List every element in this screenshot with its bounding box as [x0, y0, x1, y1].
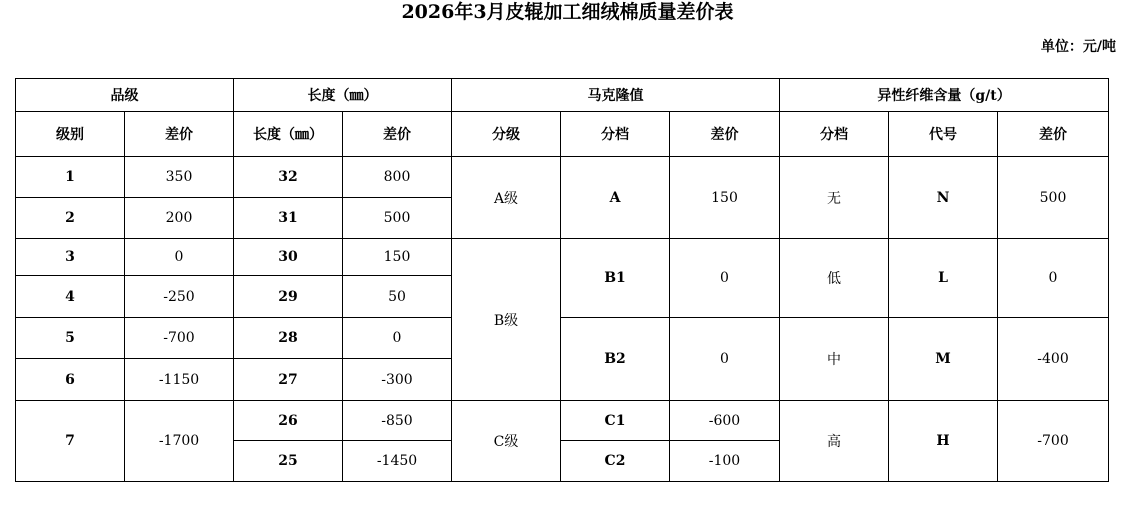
mic-diff-cell: 0	[670, 239, 780, 318]
table-row	[16, 239, 1109, 276]
header-fiber: 异性纤维含量（g/t）	[780, 79, 1109, 112]
page-title: 2026年3月皮辊加工细绒棉质量差价表	[401, 1, 734, 23]
mic-class-cell: B级	[452, 239, 561, 401]
grade-diff-cell: 200	[125, 198, 234, 239]
grade-diff-cell: -1150	[125, 359, 234, 401]
length-value-cell: 25	[234, 441, 343, 482]
fiber-diff-cell: 0	[998, 239, 1109, 318]
grade-diff-cell: -700	[125, 318, 234, 359]
grade-level-cell: 2	[16, 198, 125, 239]
length-value-cell: 30	[234, 239, 343, 276]
fiber-grade-cell: 无	[780, 157, 889, 239]
subheader-length-diff: 差价	[343, 112, 452, 157]
fiber-code-cell: N	[889, 157, 998, 239]
table-row	[16, 157, 1109, 198]
length-value-cell: 27	[234, 359, 343, 401]
mic-diff-cell: -600	[670, 401, 780, 441]
table-row	[16, 318, 1109, 359]
length-value-cell: 32	[234, 157, 343, 198]
subheader-fiber-grade: 分档	[780, 112, 889, 157]
length-value-cell: 31	[234, 198, 343, 239]
subheader-mic-class: 分级	[452, 112, 561, 157]
fiber-grade-cell: 高	[780, 401, 889, 482]
length-diff-cell: 800	[343, 157, 452, 198]
fiber-diff-cell: -400	[998, 318, 1109, 401]
grade-level-cell: 4	[16, 276, 125, 318]
grade-diff-cell: 0	[125, 239, 234, 276]
subheader-row	[16, 112, 1109, 157]
mic-grade-cell: A	[561, 157, 670, 239]
mic-diff-cell: 150	[670, 157, 780, 239]
mic-grade-cell: B2	[561, 318, 670, 401]
grade-diff-cell: 350	[125, 157, 234, 198]
grade-level-cell: 1	[16, 157, 125, 198]
mic-grade-cell: B1	[561, 239, 670, 318]
unit-label: 单位：元/吨	[1040, 39, 1116, 55]
grade-level-cell: 5	[16, 318, 125, 359]
length-diff-cell: 150	[343, 239, 452, 276]
length-diff-cell: -300	[343, 359, 452, 401]
length-value-cell: 26	[234, 401, 343, 441]
header-micronaire: 马克隆值	[452, 79, 780, 112]
subheader-grade-diff: 差价	[125, 112, 234, 157]
subheader-fiber-diff: 差价	[998, 112, 1109, 157]
fiber-grade-cell: 中	[780, 318, 889, 401]
grade-level-cell: 3	[16, 239, 125, 276]
length-diff-cell: 500	[343, 198, 452, 239]
length-diff-cell: -850	[343, 401, 452, 441]
fiber-code-cell: H	[889, 401, 998, 482]
mic-grade-cell: C1	[561, 401, 670, 441]
grade-diff-cell: -1700	[125, 401, 234, 482]
mic-class-cell: A级	[452, 157, 561, 239]
grade-diff-cell: -250	[125, 276, 234, 318]
subheader-mic-grade: 分档	[561, 112, 670, 157]
grade-level-cell: 6	[16, 359, 125, 401]
mic-class-cell: C级	[452, 401, 561, 482]
length-diff-cell: -1450	[343, 441, 452, 482]
table-row	[16, 401, 1109, 441]
fiber-grade-cell: 低	[780, 239, 889, 318]
header-row	[16, 79, 1109, 112]
grade-level-cell: 7	[16, 401, 125, 482]
header-length: 长度（㎜）	[234, 79, 452, 112]
subheader-fiber-code: 代号	[889, 112, 998, 157]
subheader-grade-level: 级别	[16, 112, 125, 157]
length-diff-cell: 50	[343, 276, 452, 318]
fiber-code-cell: M	[889, 318, 998, 401]
mic-diff-cell: -100	[670, 441, 780, 482]
mic-diff-cell: 0	[670, 318, 780, 401]
fiber-diff-cell: -700	[998, 401, 1109, 482]
header-grade: 品级	[16, 79, 234, 112]
length-value-cell: 29	[234, 276, 343, 318]
length-diff-cell: 0	[343, 318, 452, 359]
price-difference-table	[15, 78, 1109, 482]
fiber-code-cell: L	[889, 239, 998, 318]
length-value-cell: 28	[234, 318, 343, 359]
subheader-length-value: 长度（㎜）	[234, 112, 343, 157]
fiber-diff-cell: 500	[998, 157, 1109, 239]
mic-grade-cell: C2	[561, 441, 670, 482]
subheader-mic-diff: 差价	[670, 112, 780, 157]
